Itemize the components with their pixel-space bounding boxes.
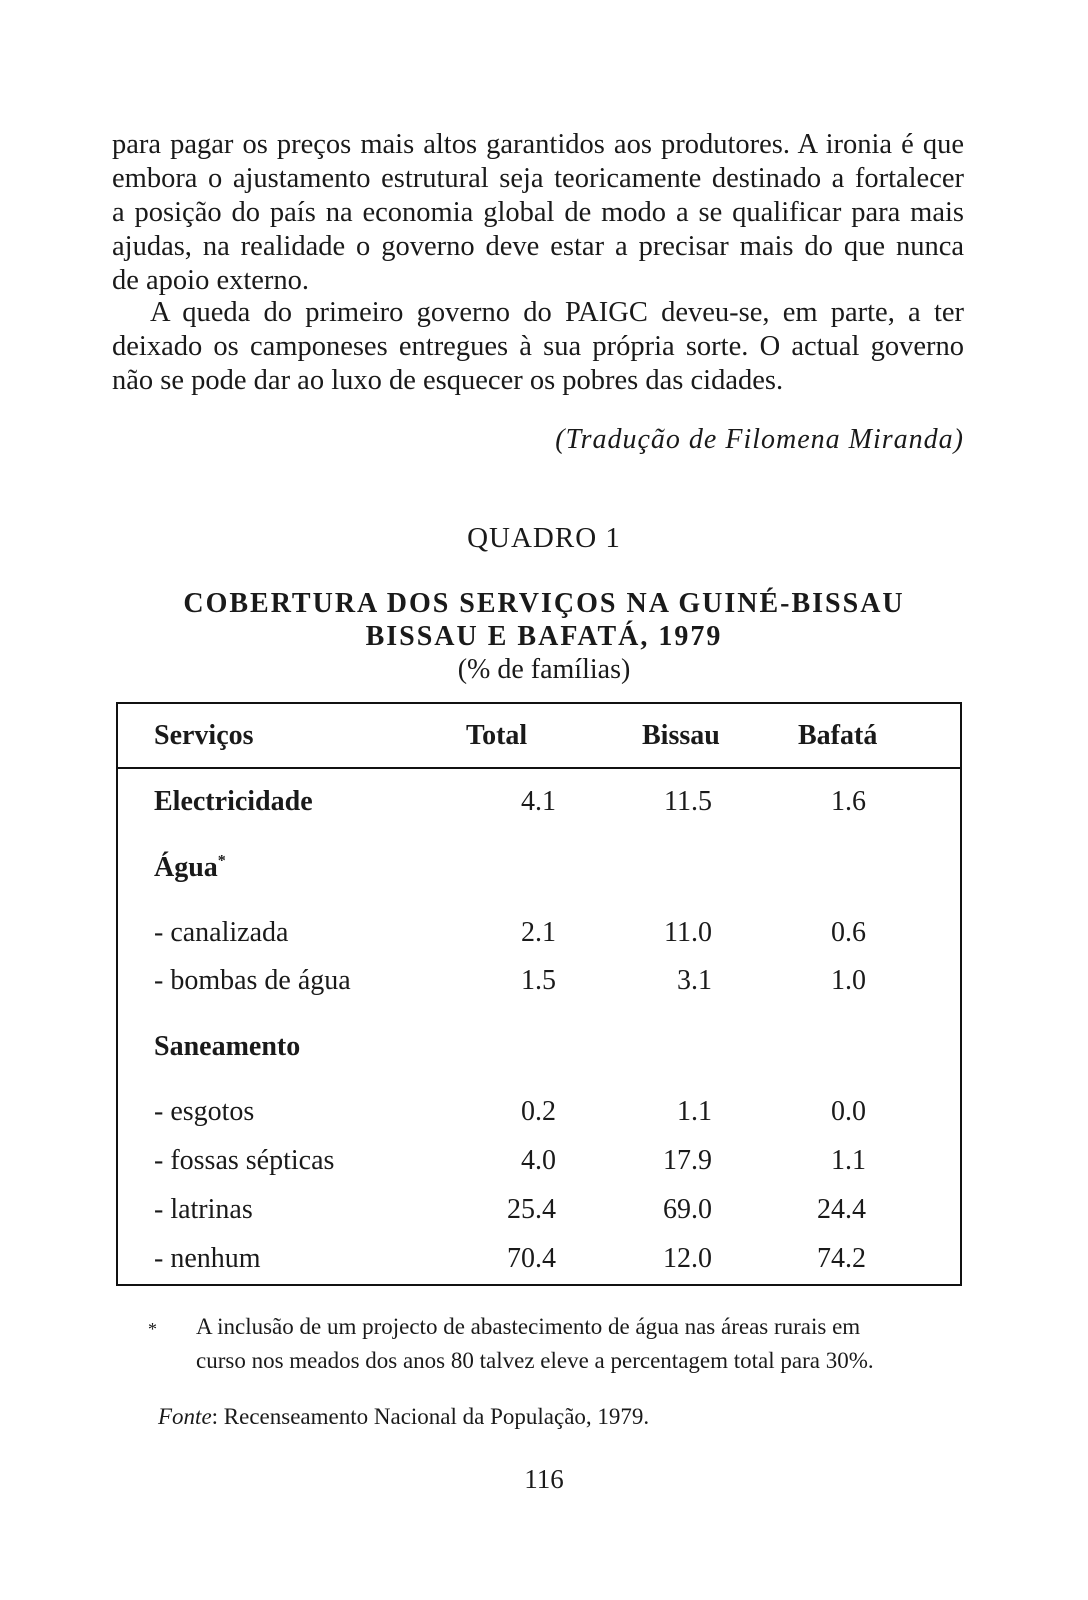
header-bafata: Bafatá xyxy=(798,720,878,751)
header-divider xyxy=(118,767,960,769)
text-line: para pagar os preços mais altos garantidos aos produtores. A ironia é que xyxy=(112,129,964,160)
cell-total: 2.1 xyxy=(521,917,556,948)
row-label: Água* xyxy=(154,852,226,883)
footnote-marker: * xyxy=(148,1319,157,1339)
text-line: A queda do primeiro governo do PAIGC deveu-se, em parte, a ter xyxy=(150,297,964,328)
table-title-line-1: COBERTURA DOS SERVIÇOS NA GUINÉ-BISSAU xyxy=(183,588,905,619)
cell-total: 1.5 xyxy=(521,965,556,996)
cell-bafata: 24.4 xyxy=(817,1194,866,1225)
paragraph-2 xyxy=(112,296,964,398)
table-unit: (% de famílias) xyxy=(457,654,631,685)
cell-total: 0.2 xyxy=(521,1096,556,1127)
cell-bissau: 11.5 xyxy=(664,786,712,817)
header-services: Serviços xyxy=(154,720,254,751)
text-line: não se pode dar ao luxo de esquecer os pobres das cidades. xyxy=(112,365,784,396)
cell-bafata: 1.0 xyxy=(831,965,866,996)
cell-total: 70.4 xyxy=(507,1243,556,1274)
footnote-line: A inclusão de um projecto de abastecimento de água nas áreas rurais em xyxy=(196,1314,861,1339)
footnote-line: curso nos meados dos anos 80 talvez eleve a percentagem total para 30%. xyxy=(196,1348,874,1373)
header-total: Total xyxy=(466,720,528,751)
row-label: - nenhum xyxy=(154,1243,261,1274)
cell-total: 4.0 xyxy=(521,1145,556,1176)
translation-credit: (Tradução de Filomena Miranda) xyxy=(555,424,964,455)
cell-bissau: 17.9 xyxy=(663,1145,712,1176)
paragraph-1 xyxy=(112,128,964,298)
text-line: a posição do país na economia global de modo a se qualificar para mais xyxy=(112,197,964,228)
table-label: QUADRO 1 xyxy=(467,522,621,554)
row-label: Saneamento xyxy=(154,1031,301,1062)
cell-bissau: 11.0 xyxy=(664,917,712,948)
cell-bafata: 0.0 xyxy=(831,1096,866,1127)
cell-bafata: 0.6 xyxy=(831,917,866,948)
table-title-line-2: BISSAU E BAFATÁ, 1979 xyxy=(365,621,723,652)
cell-bissau: 3.1 xyxy=(677,965,712,996)
source-text: : Recenseamento Nacional da População, 1979. xyxy=(211,1404,650,1429)
row-label: - esgotos xyxy=(154,1096,255,1127)
page-number: 116 xyxy=(524,1464,564,1494)
source-note xyxy=(158,1404,649,1430)
cell-total: 25.4 xyxy=(507,1194,556,1225)
text-line: deixado os camponeses entregues à sua própria sorte. O actual governo xyxy=(112,331,964,362)
text-line: de apoio externo. xyxy=(112,265,310,296)
cell-bissau: 1.1 xyxy=(677,1096,712,1127)
row-label: Electricidade xyxy=(154,786,313,817)
text-line: ajudas, na realidade o governo deve estar a precisar mais do que nunca xyxy=(112,231,964,262)
row-label: - bombas de água xyxy=(154,965,351,996)
cell-bissau: 69.0 xyxy=(663,1194,712,1225)
footnote-marker: * xyxy=(217,852,226,870)
row-label: - latrinas xyxy=(154,1194,253,1225)
header-bissau: Bissau xyxy=(642,720,720,751)
cell-bafata: 1.1 xyxy=(831,1145,866,1176)
cell-total: 4.1 xyxy=(521,786,556,817)
cell-bissau: 12.0 xyxy=(663,1243,712,1274)
source-label: Fonte xyxy=(158,1404,212,1429)
services-table xyxy=(116,702,962,1286)
row-label: - fossas sépticas xyxy=(154,1145,335,1176)
text-line: embora o ajustamento estrutural seja teoricamente destinado a fortalecer xyxy=(112,163,964,194)
cell-bafata: 74.2 xyxy=(817,1243,866,1274)
cell-bafata: 1.6 xyxy=(831,786,866,817)
row-label: - canalizada xyxy=(154,917,289,948)
